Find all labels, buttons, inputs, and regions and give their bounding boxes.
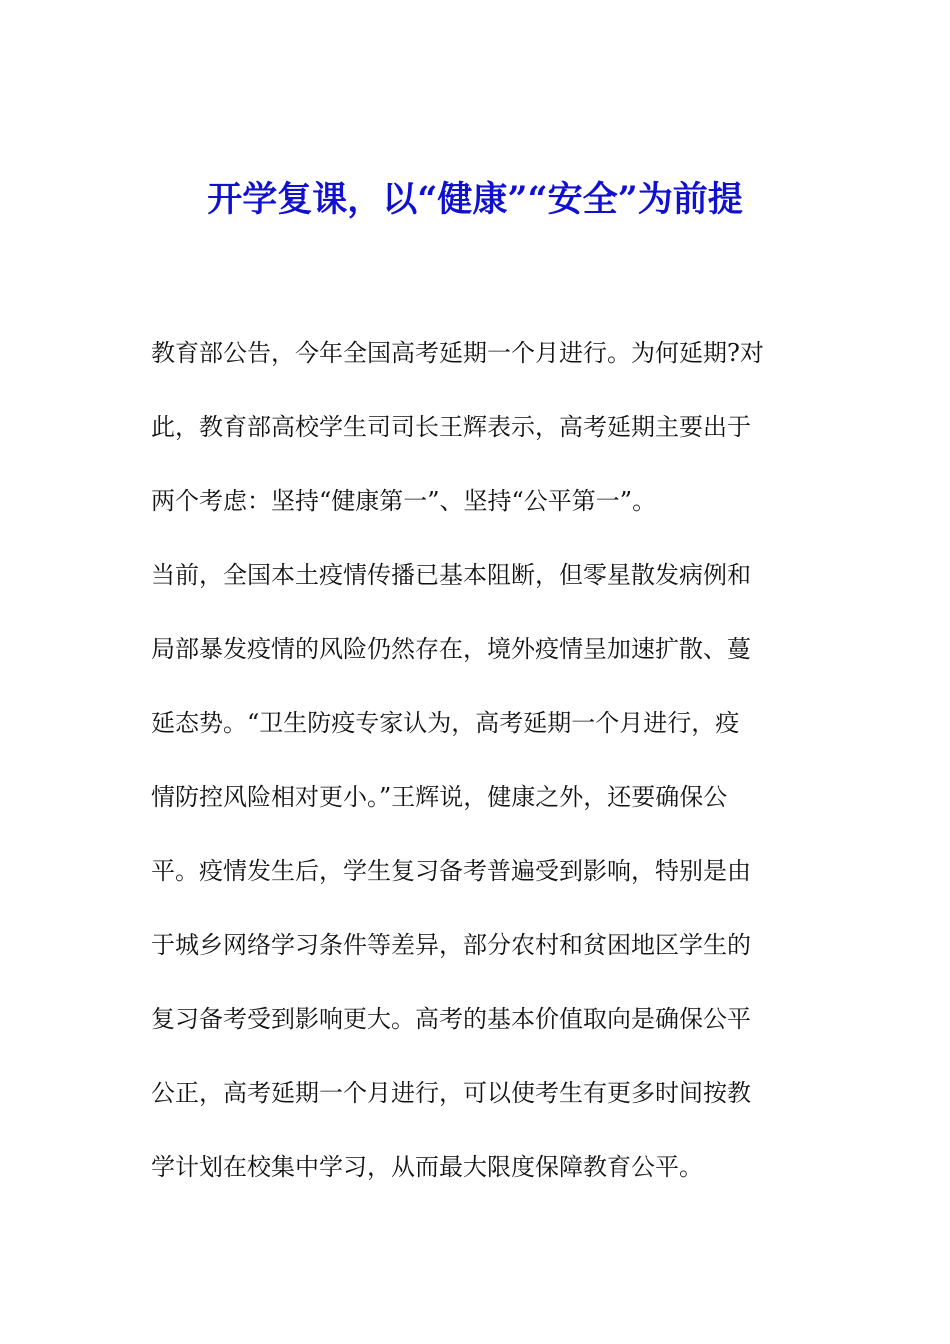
text-line: 延态势。“卫生防疫专家认为，高考延期一个月进行，疫 [151, 709, 740, 737]
text-line: 局部暴发疫情的风险仍然存在，境外疫情呈加速扩散、蔓 [151, 635, 751, 663]
text-line: 公正，高考延期一个月进行，可以使考生有更多时间按教 [151, 1079, 751, 1107]
document-title: 开学复课，以“健康”“安全”为前提 [207, 179, 743, 220]
text-line: 平。疫情发生后，学生复习备考普遍受到影响，特别是由 [151, 857, 751, 885]
text-line: 当前，全国本土疫情传播已基本阻断，但零星散发病例和 [151, 561, 751, 589]
text-line: 于城乡网络学习条件等差异，部分农村和贫困地区学生的 [151, 931, 751, 959]
text-line: 学计划在校集中学习，从而最大限度保障教育公平。 [151, 1153, 703, 1181]
text-line: 复习备考受到影响更大。高考的基本价值取向是确保公平 [151, 1005, 751, 1033]
text-line: 情防控风险相对更小。”王辉说，健康之外，还要确保公 [151, 783, 728, 811]
text-line: 此，教育部高校学生司司长王辉表示，高考延期主要出于 [151, 413, 751, 441]
text-line: 两个考虑：坚持“健康第一”、坚持“公平第一”。 [151, 487, 657, 515]
text-line: 教育部公告，今年全国高考延期一个月进行。为何延期?对 [151, 339, 764, 367]
